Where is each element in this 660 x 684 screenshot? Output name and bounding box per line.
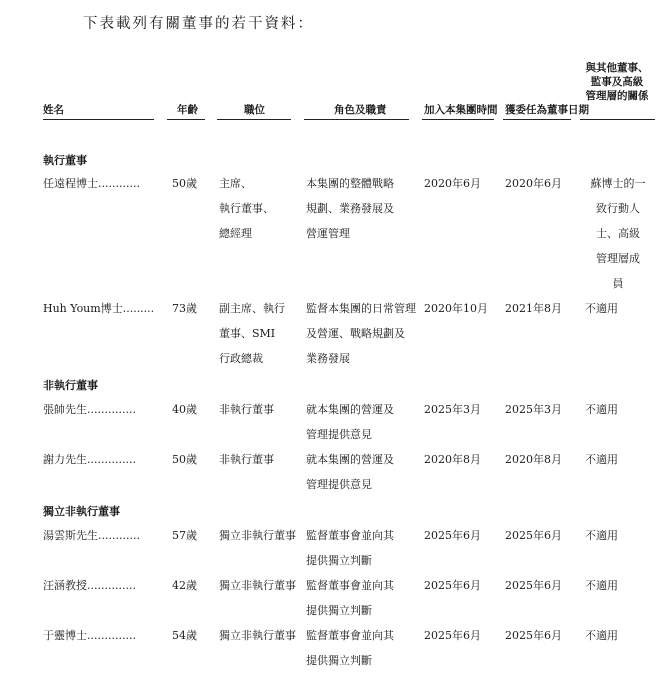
header-position: 職位 xyxy=(244,104,265,116)
director-appoint-date: 2025年3月 xyxy=(505,403,562,416)
director-appoint-date: 2020年8月 xyxy=(505,453,562,466)
director-position: 獨立非執行董事 xyxy=(219,579,296,592)
director-age: 42歲 xyxy=(172,579,197,592)
director-relationship: 不適用 xyxy=(585,529,618,542)
director-position: 非執行董事 xyxy=(219,403,274,416)
director-join-date: 2025年6月 xyxy=(424,529,481,542)
director-name: Huh Youm博士......... xyxy=(43,302,155,315)
director-position: 非執行董事 xyxy=(219,453,274,466)
director-age: 40歲 xyxy=(172,403,197,416)
director-age: 54歲 xyxy=(172,629,197,642)
header-appoint-date: 獲委任為董事日期 xyxy=(505,104,589,116)
header-roles: 角色及職責 xyxy=(334,104,387,116)
director-position: 主席、 執行董事、 總經理 xyxy=(219,177,274,240)
director-roles: 就本集團的營運及 管理提供意見 xyxy=(306,403,394,441)
director-relationship: 不適用 xyxy=(585,302,618,315)
director-appoint-date: 2025年6月 xyxy=(505,579,562,592)
director-position: 副主席、執行 董事、SMI 行政總裁 xyxy=(219,302,285,365)
section-title-non-executive: 非執行董事 xyxy=(43,379,98,392)
director-join-date: 2025年3月 xyxy=(424,403,481,416)
header-rule-relationship xyxy=(580,119,655,120)
director-relationship: 不適用 xyxy=(585,579,618,592)
director-relationship: 不適用 xyxy=(585,453,618,466)
director-appoint-date: 2020年6月 xyxy=(505,177,562,190)
director-join-date: 2025年6月 xyxy=(424,579,481,592)
director-relationship: 不適用 xyxy=(585,403,618,416)
director-age: 57歲 xyxy=(172,529,197,542)
director-join-date: 2020年10月 xyxy=(424,302,488,315)
header-relationship: 與其他董事、 監事及高級 管理層的關係 xyxy=(585,62,649,102)
header-rule-appoint-date xyxy=(503,119,571,120)
director-join-date: 2020年8月 xyxy=(424,453,481,466)
director-name: 謝力先生.............. xyxy=(43,453,136,466)
director-roles: 監督董事會並向其 提供獨立判斷 xyxy=(306,529,394,567)
section-title-executive: 執行董事 xyxy=(43,154,87,167)
director-roles: 本集團的整體戰略 規劃、業務發展及 營運管理 xyxy=(306,177,394,240)
director-relationship: 不適用 xyxy=(585,629,618,642)
director-name: 于靈博士.............. xyxy=(43,629,136,642)
director-name: 張帥先生.............. xyxy=(43,403,136,416)
director-join-date: 2020年6月 xyxy=(424,177,481,190)
header-join-date: 加入本集團時間 xyxy=(424,104,498,116)
header-rule-name xyxy=(43,119,154,120)
director-appoint-date: 2025年6月 xyxy=(505,529,562,542)
director-join-date: 2025年6月 xyxy=(424,629,481,642)
director-roles: 監督董事會並向其 提供獨立判斷 xyxy=(306,629,394,667)
director-position: 獨立非執行董事 xyxy=(219,629,296,642)
director-roles: 監督董事會並向其 提供獨立判斷 xyxy=(306,579,394,617)
director-roles: 就本集團的營運及 管理提供意見 xyxy=(306,453,394,491)
header-rule-age xyxy=(167,119,205,120)
director-roles: 監督本集團的日常管理 及營運、戰略規劃及 業務發展 xyxy=(306,302,416,365)
header-age: 年齡 xyxy=(177,104,198,116)
director-appoint-date: 2021年8月 xyxy=(505,302,562,315)
director-name: 湯雲斯先生............ xyxy=(43,529,140,542)
intro-text: 下表載列有關董事的若干資料： xyxy=(83,16,314,32)
director-name: 汪涵教授.............. xyxy=(43,579,136,592)
header-name: 姓名 xyxy=(43,104,64,116)
director-age: 50歲 xyxy=(172,453,197,466)
director-name: 任遠程博士............ xyxy=(43,177,140,190)
director-appoint-date: 2025年6月 xyxy=(505,629,562,642)
header-rule-position xyxy=(217,119,291,120)
header-rule-join-date xyxy=(422,119,494,120)
director-age: 50歲 xyxy=(172,177,197,190)
director-age: 73歲 xyxy=(172,302,197,315)
director-relationship: 蘇博士的一 致行動人 士、高級 管理層成 員 xyxy=(590,177,646,290)
header-rule-roles xyxy=(304,119,409,120)
director-position: 獨立非執行董事 xyxy=(219,529,296,542)
section-title-independent: 獨立非執行董事 xyxy=(43,505,120,518)
